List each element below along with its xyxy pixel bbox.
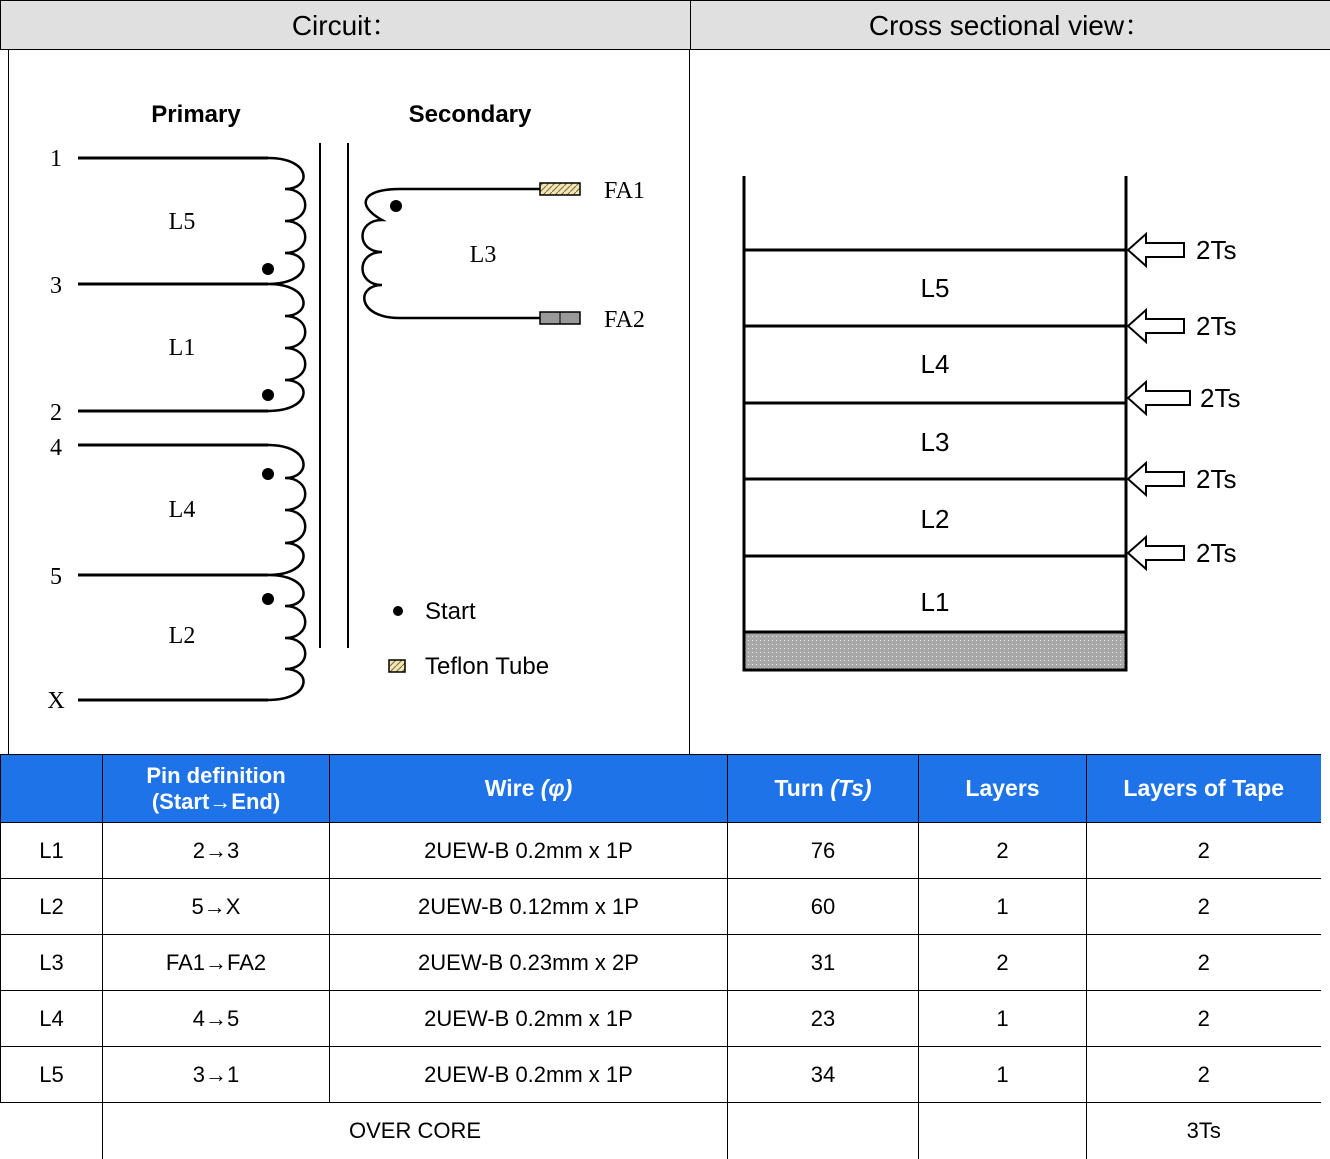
row-layers: 1 (919, 1047, 1087, 1103)
secondary-coil (363, 189, 541, 318)
row-name: L3 (1, 935, 103, 991)
row-turn: 34 (728, 1047, 919, 1103)
row-pin: 5→X (103, 879, 330, 935)
table-row (1, 823, 1321, 879)
row-name: L5 (1, 1047, 103, 1103)
row-layers: 1 (919, 879, 1087, 935)
footer-layers (919, 1103, 1087, 1159)
circuit-header: Circuit： (0, 0, 690, 50)
layer-l4-label: L4 (920, 349, 950, 379)
row-tape: 2 (1087, 991, 1321, 1047)
footer-turn (728, 1103, 919, 1159)
primary-leads (78, 158, 268, 700)
header-blank (1, 755, 103, 823)
winding-l4-label: L4 (168, 497, 196, 523)
row-tape: 2 (1087, 879, 1321, 935)
winding-l3-label: L3 (469, 242, 497, 268)
primary-coil-lower (268, 445, 305, 700)
pin-1-label: 1 (50, 146, 62, 172)
header-layers: Layers (919, 755, 1087, 823)
tape-label-1: 2Ts (1196, 235, 1237, 265)
row-turn: 23 (728, 991, 919, 1047)
row-tape: 2 (1087, 823, 1321, 879)
row-layers: 2 (919, 823, 1087, 879)
header-wire (330, 755, 728, 823)
header-turn-label: Turn (774, 775, 824, 801)
fa2-label: FA2 (604, 307, 645, 333)
pin-4-label: 4 (50, 435, 62, 461)
pin-5-label: 5 (50, 564, 62, 590)
primary-label: Primary (151, 101, 241, 128)
footer-tape: 3Ts (1087, 1103, 1321, 1159)
tape-label-4: 2Ts (1196, 464, 1237, 494)
layer-l5-label: L5 (920, 273, 950, 303)
header-wire-label: Wire (484, 775, 535, 801)
cross-section-header: Cross sectional view： (690, 0, 1330, 50)
row-turn: 76 (728, 823, 919, 879)
table-header-row (1, 755, 1321, 823)
row-wire: 2UEW-B 0.2mm x 1P (330, 1047, 728, 1103)
layer-l3-label: L3 (920, 427, 950, 457)
row-wire: 2UEW-B 0.2mm x 1P (330, 823, 728, 879)
row-pin: 2→3 (103, 823, 330, 879)
row-pin: FA1→FA2 (103, 935, 330, 991)
table-row (1, 935, 1321, 991)
row-tape: 2 (1087, 1047, 1321, 1103)
fa1-label: FA1 (604, 178, 645, 204)
row-layers: 2 (919, 935, 1087, 991)
pin-2-label: 2 (50, 400, 62, 426)
layer-l1-label: L1 (920, 587, 950, 617)
pin-x-label: X (47, 688, 65, 714)
row-wire: 2UEW-B 0.2mm x 1P (330, 991, 728, 1047)
pin-3-label: 3 (50, 273, 62, 299)
winding-l1-label: L1 (168, 335, 196, 361)
row-wire: 2UEW-B 0.23mm x 2P (330, 935, 728, 991)
winding-spec-table (0, 754, 1321, 1159)
teflon-tube-legend-swatch (389, 660, 405, 672)
header-turn (728, 755, 919, 823)
row-tape: 2 (1087, 935, 1321, 991)
teflon-tube-legend-label: Teflon Tube (425, 653, 550, 680)
tape-label-5: 2Ts (1196, 538, 1237, 568)
table-footer-row (1, 1103, 1321, 1159)
header-wire-unit: (φ) (540, 775, 573, 801)
tape-label-2: 2Ts (1196, 311, 1237, 341)
footer-blank (1, 1103, 103, 1159)
row-pin: 3→1 (103, 1047, 330, 1103)
tape-arrows (1128, 234, 1190, 569)
row-name: L4 (1, 991, 103, 1047)
teflon-tube-fa1 (540, 183, 580, 195)
table-row (1, 1047, 1321, 1103)
header-turn-unit: (Ts) (830, 775, 872, 801)
header-pin-definition (103, 755, 330, 823)
row-name: L1 (1, 823, 103, 879)
header-layers-of-tape: Layers of Tape (1087, 755, 1321, 823)
secondary-label: Secondary (408, 101, 532, 128)
cross-section-diagram (690, 50, 1330, 754)
footer-over-core: OVER CORE (103, 1103, 728, 1159)
row-wire: 2UEW-B 0.12mm x 1P (330, 879, 728, 935)
start-legend-label: Start (425, 598, 476, 625)
circuit-diagram (0, 50, 690, 754)
row-turn: 60 (728, 879, 919, 935)
header-pin-line2: (Start→End) (151, 788, 281, 814)
core-base (744, 632, 1126, 670)
row-layers: 1 (919, 991, 1087, 1047)
table-row (1, 879, 1321, 935)
start-legend-dot (393, 606, 403, 616)
winding-l2-label: L2 (168, 623, 196, 649)
tape-label-3: 2Ts (1200, 383, 1241, 413)
layer-l2-label: L2 (920, 504, 950, 534)
row-pin: 4→5 (103, 991, 330, 1047)
winding-l5-label: L5 (168, 209, 196, 235)
row-turn: 31 (728, 935, 919, 991)
row-name: L2 (1, 879, 103, 935)
start-dots (262, 200, 402, 605)
table-row (1, 991, 1321, 1047)
header-pin-line1: Pin definition (146, 762, 286, 788)
primary-coil-upper (268, 158, 305, 411)
